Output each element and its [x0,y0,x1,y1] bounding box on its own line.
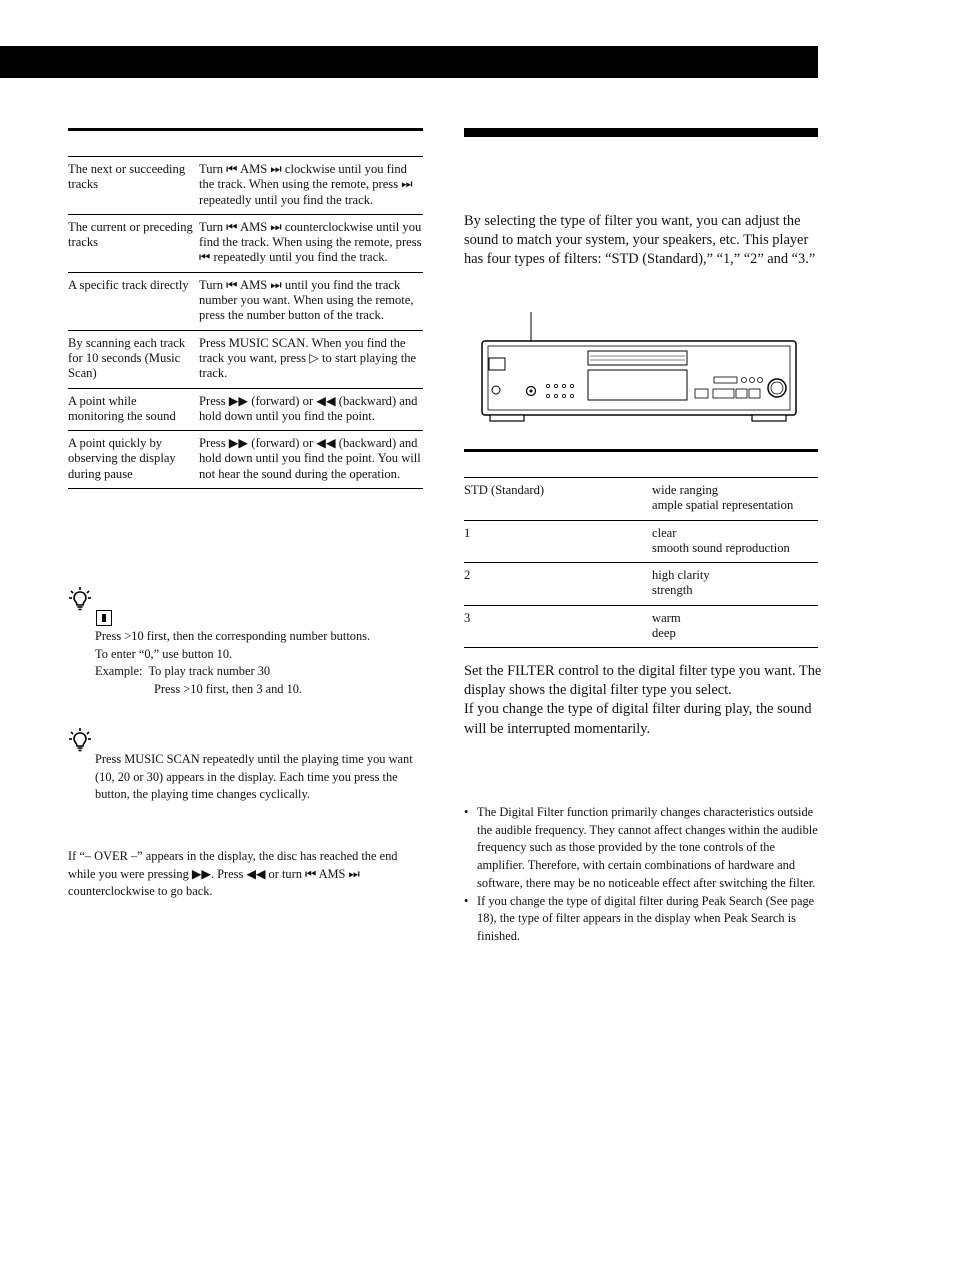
cd-player-illustration [476,310,806,428]
locate-action: Turn ⏮ AMS ⏭ counterclockwise until you find the track. When using the remote, press ⏮ repeatedly until you find the track. [199,219,422,265]
locate-action: Press ▶▶ (forward) or ◀◀ (backward) and hold down until you find the point. [199,393,418,423]
locate-action: Turn ⏮ AMS ⏭ until you find the track number you want. When using the remote, press the number button of the track. [199,277,414,323]
filter-description [652,478,818,521]
header-bar [0,46,818,78]
table-row [68,214,423,272]
example-text: Press >10 first, then 3 and 10. [154,682,303,697]
filter-desc-line: deep [652,626,676,641]
lightbulb-icon [68,586,92,612]
table-row [464,563,818,606]
list-item: • The Digital Filter function primarily changes characteristics outside the audible frequency. They cannot affect changes within the audible frequency such as those provided by the tone controls of the amplifier. Therefore, with certain combinations of hardware and software, there may be no noticeable effect after switching the filter. [464,804,820,893]
table-row [464,520,818,563]
filter-intro: By selecting the type of filter you want, you can adjust the sound to match your system, your speakers, etc. This player has four types of filters: “STD (Standard),” “1,” “2” and “3.” [464,213,816,268]
tip-line [95,663,370,681]
locate-target: By scanning each track for 10 seconds (Music Scan) [68,335,186,381]
table-row [68,388,423,431]
section-bar-right [464,128,818,137]
table-row [464,605,818,648]
tip-line: To enter “0,” use button 10. [95,646,233,661]
locate-action: Turn ⏮ AMS ⏭ clockwise until you find the track. When using the remote, press ⏭ repeatedly until you find the track. [199,162,413,207]
filter-desc-line: strength [652,583,693,598]
instruction-para: If you change the type of digital filter during play, the sound will be interrupted momentarily. [464,701,812,737]
remote-icon [96,610,112,626]
filter-description [652,605,818,648]
locate-target: A point while monitoring the sound [68,393,176,423]
table-row [68,330,423,388]
locate-target: A point quickly by observing the display during pause [68,436,176,481]
example-label: Example: [95,664,143,679]
tip-number-buttons [95,628,370,699]
table-row [68,157,423,215]
filter-instructions [464,662,824,739]
filter-table [464,477,818,648]
locate-action: Press ▶▶ (forward) or ◀◀ (backward) and hold down until you find the point. You will not hear the sound during the operation. [199,436,421,481]
lightbulb-icon [68,727,92,753]
filter-desc-line: smooth sound reproduction [652,540,790,555]
locate-target: A specific track directly [68,277,189,292]
locate-target: The next or succeeding tracks [68,162,186,192]
list-item: • If you change the type of digital filter during Peak Search (See page 18), the type of filter appears in the display when Peak Search is finished. [464,893,820,946]
tip-line: Press >10 first, then the corresponding number buttons. [95,629,371,643]
tip-line [95,681,370,699]
example-text: To play track number 30 [148,664,271,679]
filter-desc-line: high clarity [652,568,710,583]
instruction-para: Set the FILTER control to the digital filter type you want. The display shows the digital filter type you select. [464,663,822,699]
filter-description [652,563,818,606]
section-rule-left [68,128,423,131]
over-note: If “– OVER –” appears in the display, the disc has reached the end while you were pressing ▶▶. Press ◀◀ or turn ⏮ AMS ⏭ counterclockwise to go back. [68,849,398,898]
table-row [464,478,818,521]
filter-desc-line: warm [652,610,681,625]
table-row [68,431,423,489]
locate-table [68,156,423,489]
section-rule-filter [464,449,818,452]
tip-music-scan: Press MUSIC SCAN repeatedly until the playing time you want (10, 20 or 30) appears in the display. Each time you press the button, the playing time changes cyclically. [95,752,413,802]
filter-desc-line: wide ranging [652,483,719,497]
locate-target: The current or preceding tracks [68,219,193,250]
filter-type: 1 [464,525,471,540]
locate-action: Press MUSIC SCAN. When you find the track you want, press ▷ to start playing the track. [199,335,417,381]
filter-desc-line: ample spatial representation [652,498,794,513]
filter-desc-line: clear [652,525,677,540]
filter-type: STD (Standard) [464,483,545,497]
filter-description [652,520,818,563]
notes-list [464,804,820,946]
table-row [68,272,423,330]
filter-type: 3 [464,610,471,625]
filter-type: 2 [464,568,471,583]
